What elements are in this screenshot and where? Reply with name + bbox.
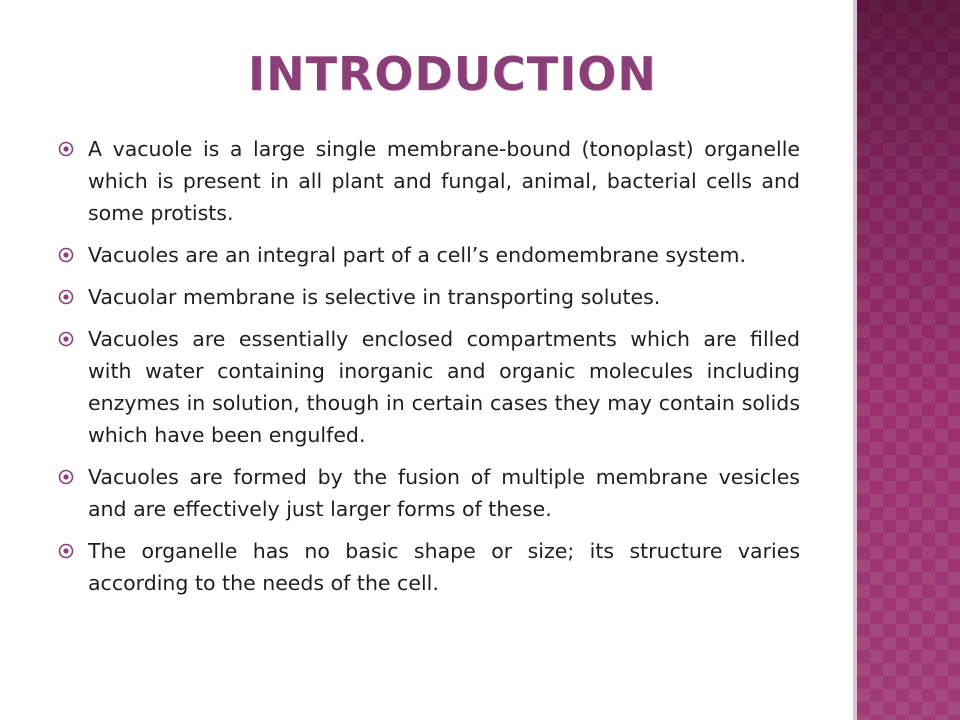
bullet-list: [58, 133, 800, 609]
bullet-text: The organelle has no basic shape or size; its structure varies according to the needs of the cell.: [88, 539, 800, 595]
bullet-text: A vacuole is a large single membrane-bound (tonoplast) organelle which is present in all plant and fungal, animal, bacterial cells and some protists.: [88, 137, 800, 225]
bullet-text: Vacuoles are an integral part of a cell’s endomembrane system.: [88, 243, 746, 267]
circled-dot-icon: [58, 247, 74, 263]
bullet-item: [58, 239, 800, 271]
bullet-item: [58, 133, 800, 229]
circled-dot-icon: [58, 289, 74, 305]
bullet-text: Vacuoles are formed by the fusion of multiple membrane vesicles and are effectively just larger forms of these.: [88, 465, 800, 521]
decorative-sidebar: [857, 0, 960, 720]
circled-dot-icon: [58, 331, 74, 347]
circled-dot-icon: [58, 543, 74, 559]
bullet-item: [58, 461, 800, 525]
circled-dot-icon: [58, 141, 74, 157]
bullet-item: [58, 281, 800, 313]
bullet-text: Vacuoles are essentially enclosed compartments which are filled with water containing inorganic and organic molecules including enzymes in solution, though in certain cases they may contain solids which have been engulfed.: [88, 327, 800, 447]
circled-dot-icon: [58, 469, 74, 485]
bullet-item: [58, 323, 800, 451]
slide-title: INTRODUCTION: [248, 47, 657, 101]
bullet-item: [58, 535, 800, 599]
bullet-text: Vacuolar membrane is selective in transporting solutes.: [88, 285, 661, 309]
